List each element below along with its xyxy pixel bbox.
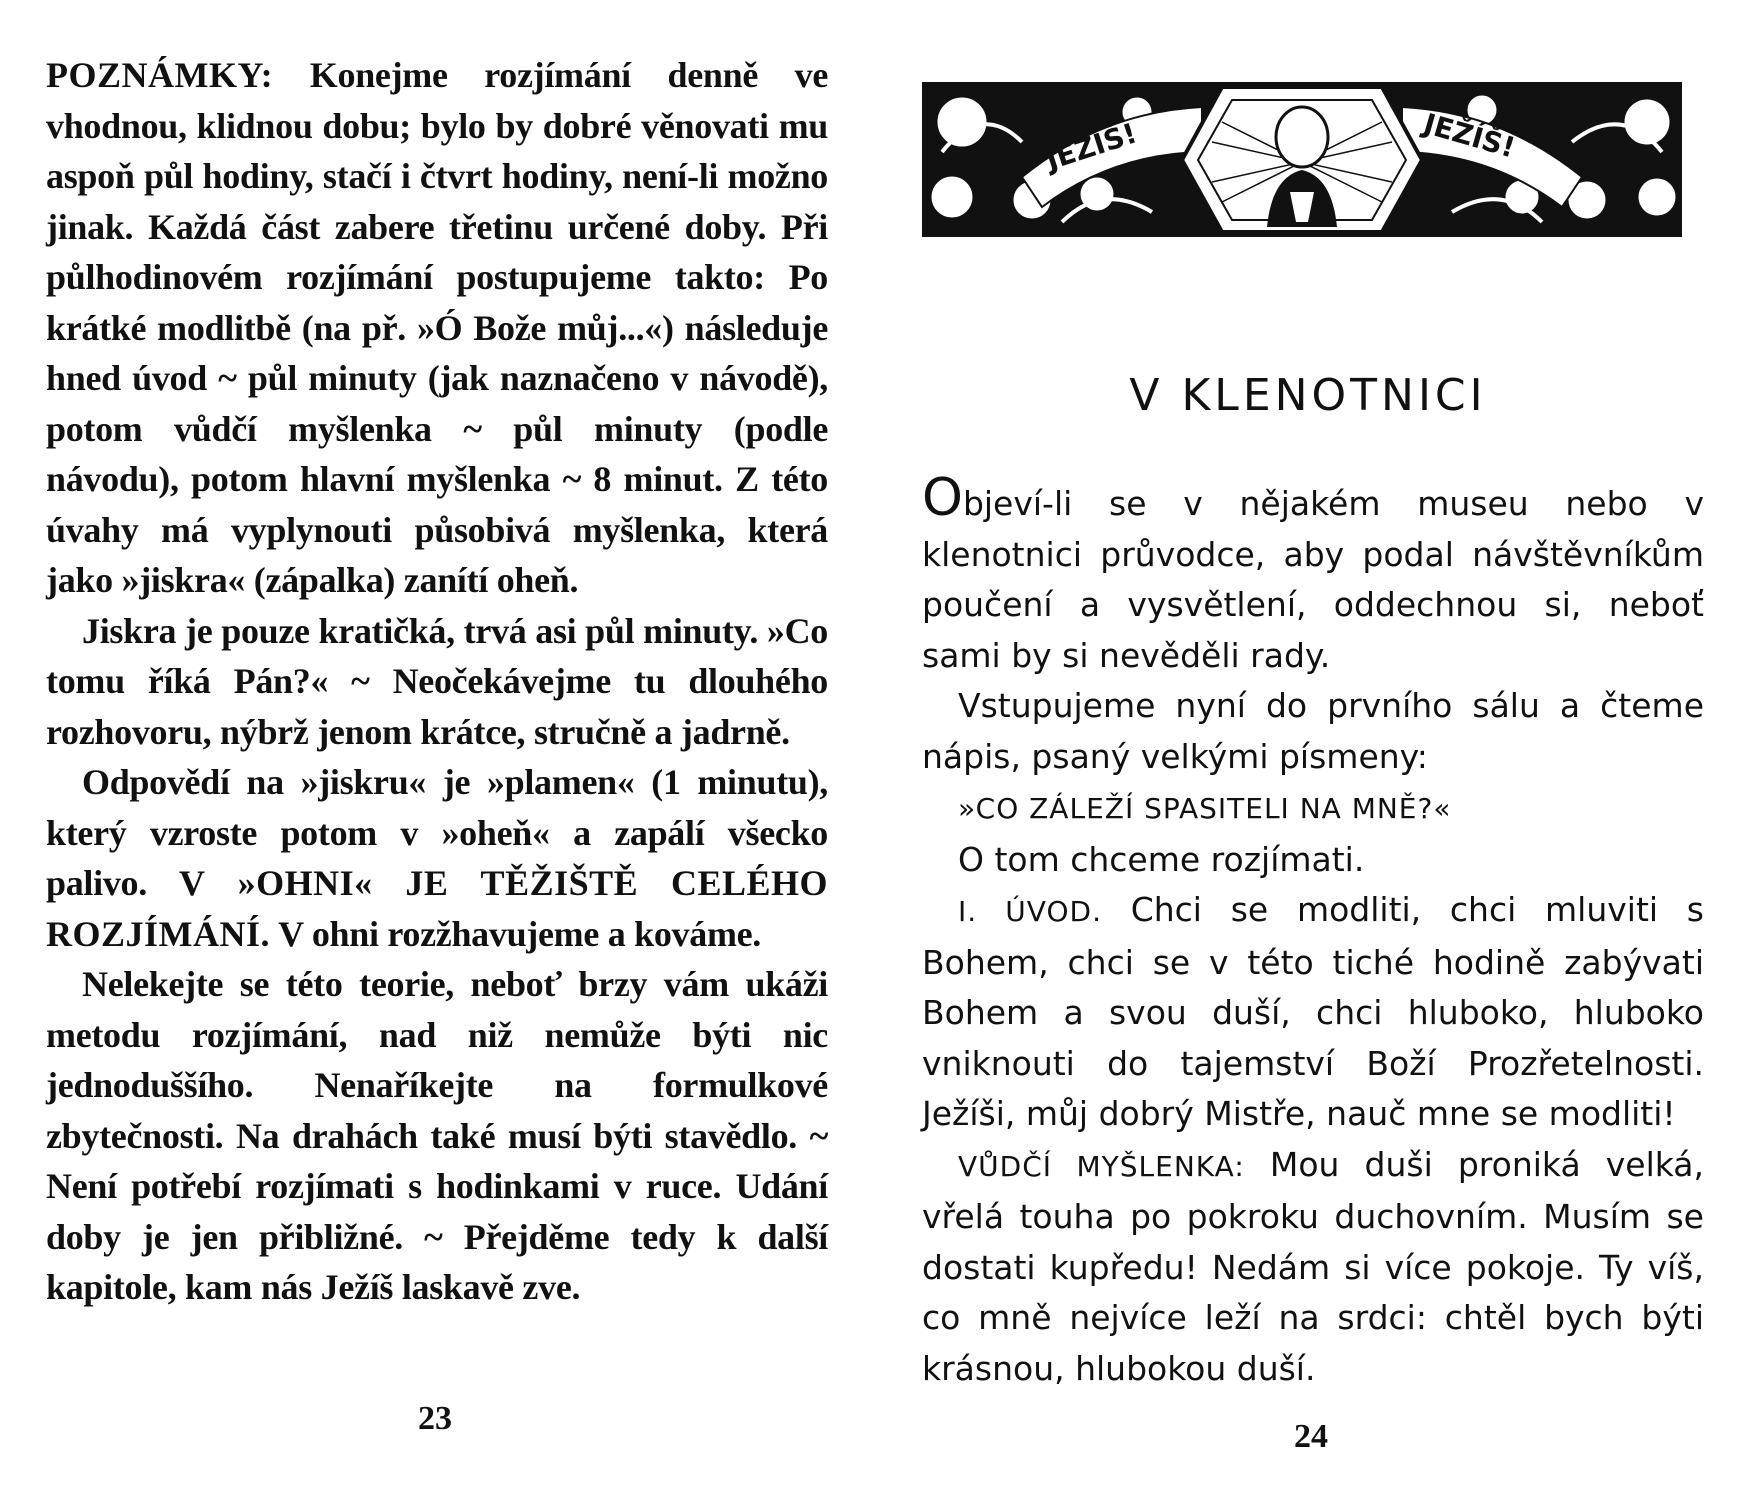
theory-paragraph: Nelekejte se této teorie, neboť brzy vám ukáži metodu rozjímání, nad niž nemůže býti nic jednoduššího. Nenaříkejte na formulkové zbytečnosti. Na drahách také musí býti stavědlo. ~ Není potřebí rozjímati s hodinkami v ruce. Udání doby je jen přibližné. ~ Přejděme tedy k další kapitole, kam nás Ježíš laskavě zve. bbox=[46, 964, 828, 1307]
inscription-text: »CO ZÁLEŽÍ SPASITELI NA MNĚ?« bbox=[958, 792, 1452, 825]
page-number-left: 23 bbox=[418, 1400, 452, 1437]
flame-emphasis: V »OHNI« JE TĚŽIŠTĚ CELÉHO ROZJÍMÁNÍ. bbox=[46, 863, 828, 954]
leading-thought-paragraph bbox=[922, 1140, 1704, 1395]
intro-section-paragraph bbox=[922, 885, 1704, 1140]
intro-text: bjeví-li se v nějakém museu nebo v klenotnici průvodce, aby podal návštěvníkům poučení a vysvětlení, oddechnou si, neboť sami by si nevěděli rady. bbox=[922, 484, 1704, 675]
notes-lead: POZNÁMKY: bbox=[46, 55, 274, 95]
leading-thought-lead: VŮDČÍ MYŠLENKA: bbox=[958, 1149, 1245, 1183]
ornament-banner-text bbox=[922, 82, 1682, 237]
spark-paragraph: Jiskra je pouze kratičká, trvá asi půl minuty. »Co tomu říká Pán?« ~ Neočekávejme tu dlouhého rozhovoru, nýbrž jenom krátce, stručně a jadrně. bbox=[46, 610, 828, 752]
intro-paragraph bbox=[922, 468, 1704, 681]
chapter-title: V KLENOTNICI bbox=[1129, 370, 1487, 421]
intro-section-text: Chci se modliti, chci mluviti s Bohem, chci se v této tiché hodině zabývati Bohem a svou duší, chci hluboko, hluboko vniknouti do tajemství Boží Prozřetelnosti. Ježíši, můj dobrý Mistře, nauč mne se modliti! bbox=[922, 890, 1704, 1133]
inscription bbox=[922, 782, 1704, 835]
left-text-block bbox=[46, 50, 828, 1313]
banner-left-text: JEŽÍŠ! bbox=[1041, 116, 1141, 177]
right-text-block bbox=[922, 468, 1704, 1394]
flame-paragraph bbox=[46, 757, 828, 959]
right-page bbox=[872, 0, 1744, 1500]
drop-cap: O bbox=[922, 468, 963, 528]
notes-paragraph bbox=[46, 50, 828, 606]
flame-text-after: V ohni rozžhavujeme a kováme. bbox=[270, 913, 762, 954]
meditate-paragraph: O tom chceme rozjímati. bbox=[958, 839, 1365, 879]
page-number-right: 24 bbox=[1294, 1418, 1328, 1455]
notes-text: Konejme rozjímání denně ve vhodnou, klidnou dobu; bylo by dobré věnovati mu aspoň půl hodiny, stačí i čtvrt hodiny, není-li možno jinak. Každá část zabere třetinu určené doby. Při půlhodinovém rozjímání postupujeme takto: Po krátké modlitbě (na př. »Ó Bože můj...«) následuje hned úvod ~ půl minuty (jak naznačeno v návodě), potom vůdčí myšlenka ~ půl minuty (podle návodu), potom hlavní myšlenka ~ 8 minut. Z této úvahy má vyplynouti působivá myšlenka, která jako »jiskra« (zápalka) zanítí oheň. bbox=[46, 55, 828, 600]
leading-thought-text: Mou duši proniká velká, vřelá touha po pokroku duchovním. Musím se dostati kupředu! Nedám si více pokoje. Ty víš, co mně nejvíce leží na srdci: chtěl bych býti krásnou, hlubokou duší. bbox=[922, 1144, 1704, 1388]
flame-text-before: Odpovědí na »jiskru« je »plamen« (1 minutu), který vzroste potom v »oheň« a zapálí všecko palivo. bbox=[46, 762, 828, 903]
banner-right-text: JEŽÍŠ! bbox=[1420, 107, 1519, 165]
intro-section-lead: I. ÚVOD. bbox=[958, 895, 1102, 928]
enter-paragraph: Vstupujeme nyní do prvního sálu a čteme nápis, psaný velkými písmeny: bbox=[922, 686, 1704, 776]
